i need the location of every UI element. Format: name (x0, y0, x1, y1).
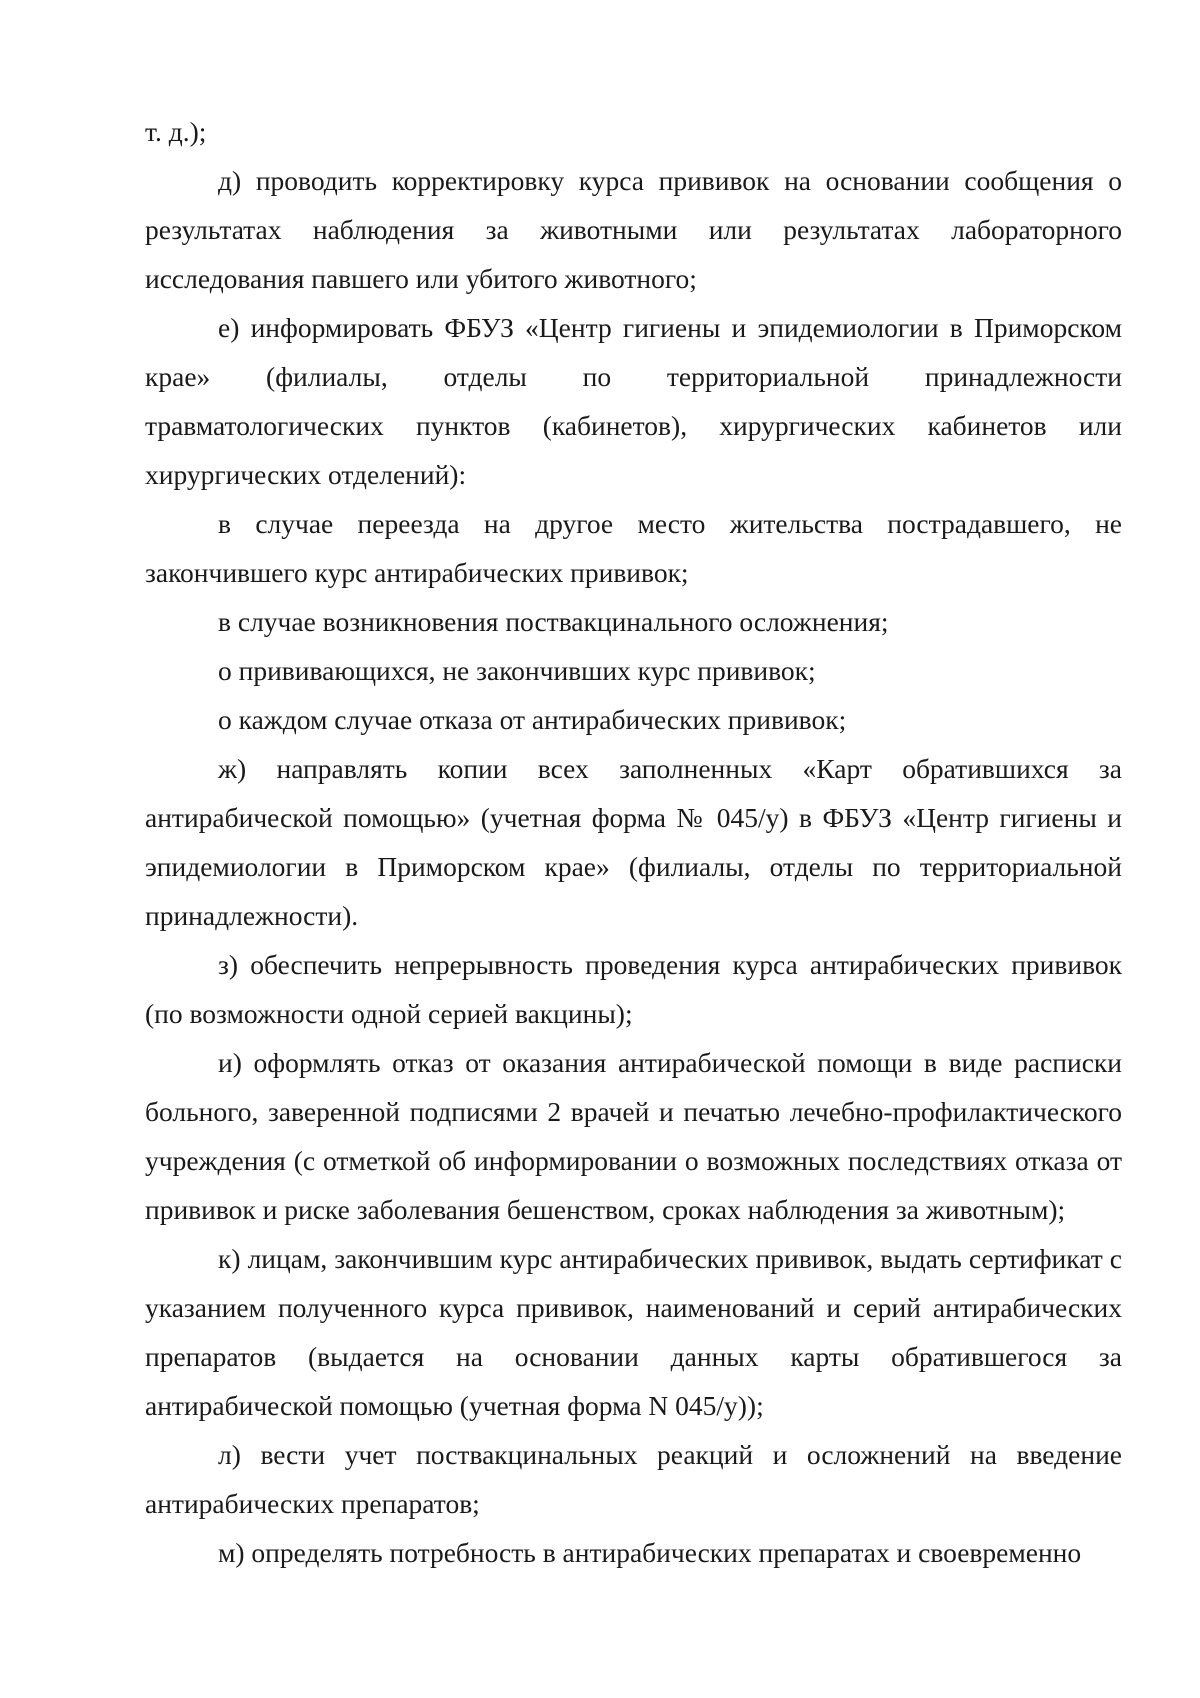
paragraph-continuation: т. д.); (145, 116, 207, 147)
paragraph-item-i: и) оформлять отказ от оказания антирабической помощи в виде расписки больного, заверенной подписями 2 врачей и печатью лечебно-профилактического учреждения (с отметкой об информировании о возможных последствиях отказа от прививок и риске заболевания бешенством, сроках наблюдения за животным); (145, 1047, 1122, 1225)
paragraph-subitem-complication: в случае возникновения поствакцинального осложнения; (218, 606, 889, 637)
paragraph-item-m: м) определять потребность в антирабических препаратах и своевременно (218, 1537, 1082, 1568)
paragraph-item-l: л) вести учет поствакцинальных реакций и осложнений на введение антирабических препаратов; (145, 1439, 1122, 1519)
paragraph-subitem-refusal: о каждом случае отказа от антирабических прививок; (218, 704, 847, 735)
document-page (145, 107, 1122, 1577)
paragraph-item-zh: ж) направлять копии всех заполненных «Карт обратившихся за антирабической помощью» (учетная форма № 045/у) в ФБУЗ «Центр гигиены и эпидемиологии в Приморском крае» (филиалы, отделы по территориальной принадлежности). (145, 753, 1122, 931)
paragraph-subitem-incomplete: о прививающихся, не закончивших курс прививок; (218, 655, 816, 686)
paragraph-item-d: д) проводить корректировку курса прививок на основании сообщения о результатах наблюдения за животными или результатах лабораторного исследования павшего или убитого животного; (145, 165, 1122, 294)
paragraph-item-k: к) лицам, закончившим курс антирабических прививок, выдать сертификат с указанием полученного курса прививок, наименований и серий антирабических препаратов (выдается на основании данных карты обратившегося за антирабической помощью (учетная форма N 045/у)); (145, 1243, 1122, 1421)
paragraph-item-z: з) обеспечить непрерывность проведения курса антирабических прививок (по возможности одной серией вакцины); (145, 949, 1122, 1029)
paragraph-item-e: е) информировать ФБУЗ «Центр гигиены и эпидемиологии в Приморском крае» (филиалы, отделы по территориальной принадлежности травматологических пунктов (кабинетов), хирургических кабинетов или хирургических отделений): (145, 312, 1122, 490)
paragraph-subitem-relocation: в случае переезда на другое место жительства пострадавшего, не закончившего курс антирабических прививок; (145, 508, 1122, 588)
